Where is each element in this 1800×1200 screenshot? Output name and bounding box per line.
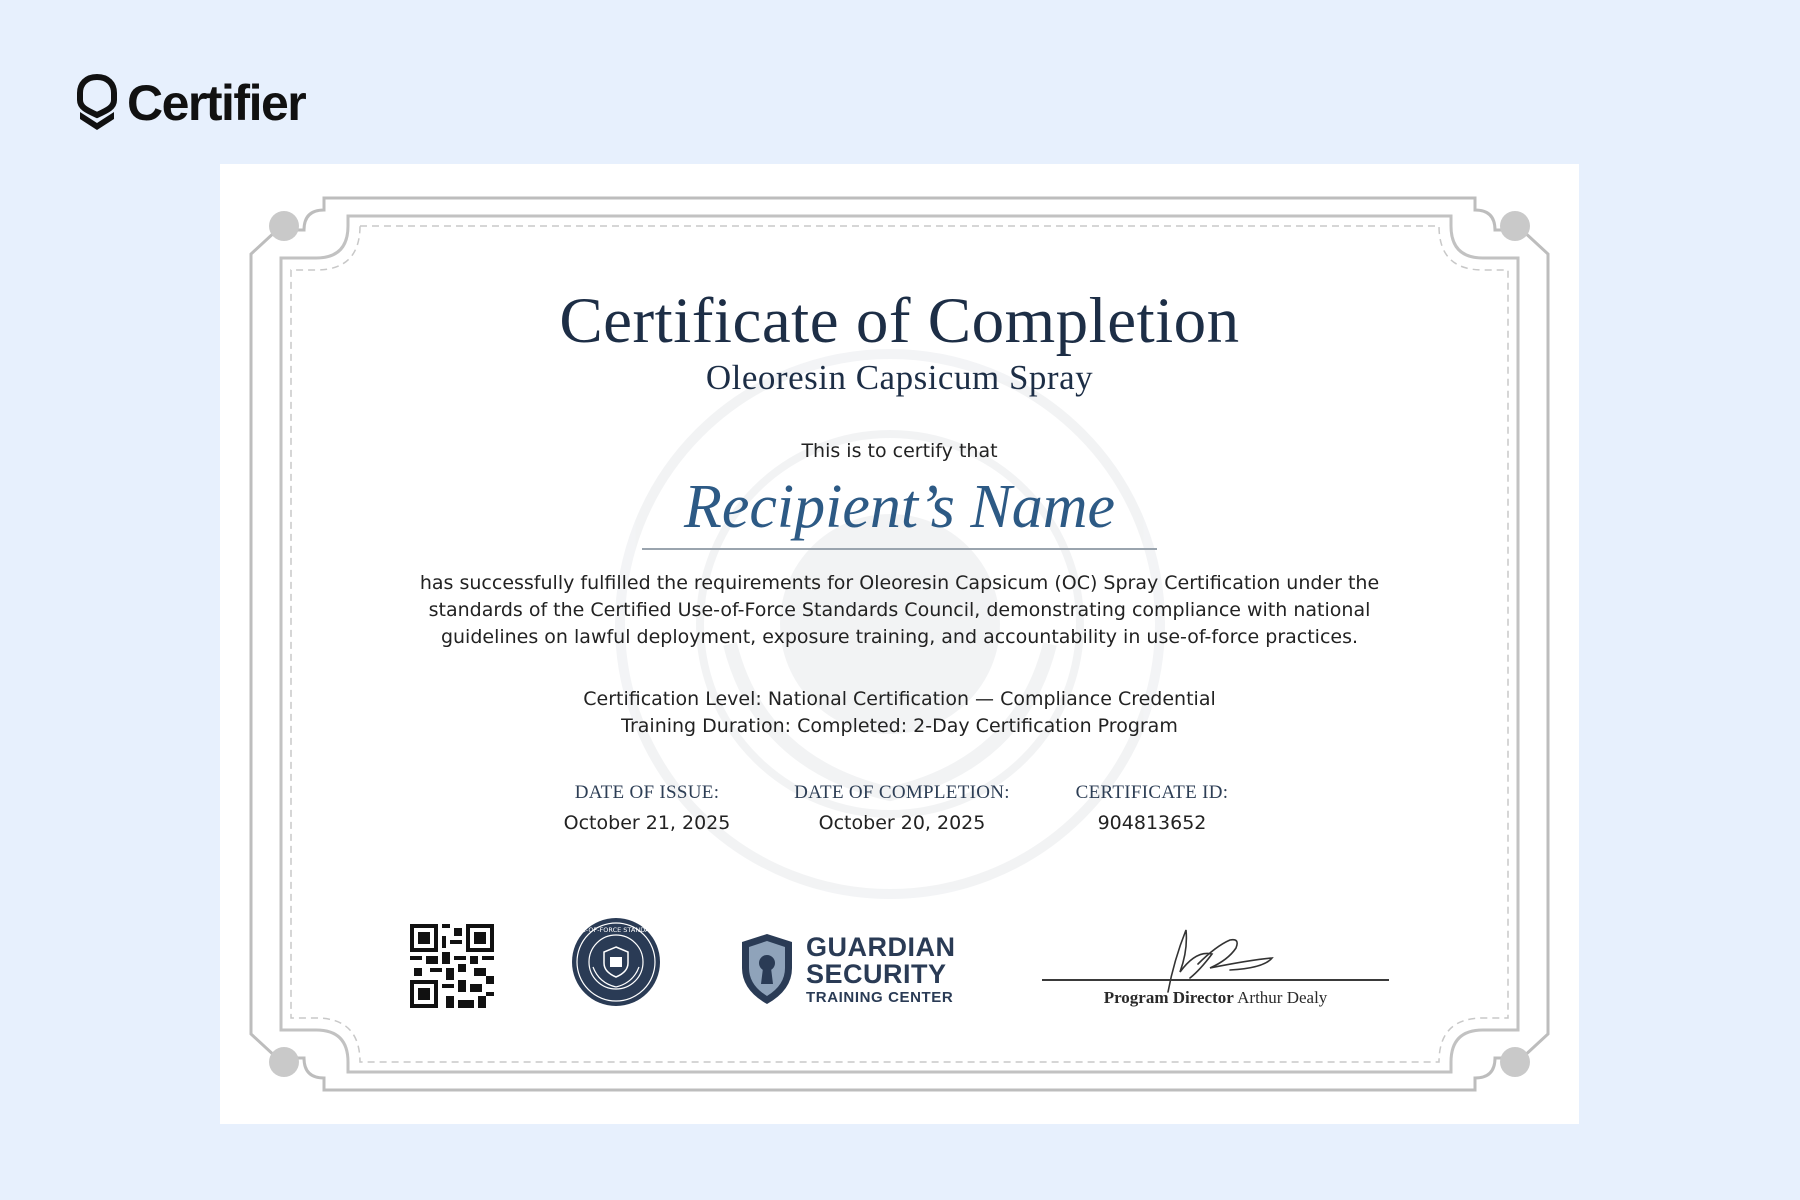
certificate-title: Certificate of Completion <box>559 285 1240 357</box>
certifier-brand <box>75 74 305 132</box>
signature-line <box>1042 979 1389 981</box>
date-of-completion-value: October 20, 2025 <box>818 812 986 834</box>
certificate-body: has successfully fulfilled the requirements for Oleoresin Capsicum (OC) Spray Certification under the standards of the Certified Use-of-Force Standards Council, demonstrating compliance with national guidelines on lawful deployment, exposure training, and accountability in use-of-force practices. <box>419 572 1380 648</box>
recipient-underline <box>642 548 1157 550</box>
certificate-id <box>1052 782 1252 834</box>
seal-text: CERTIFIED USE-OF-FORCE STANDARDS COUNCIL <box>537 926 695 934</box>
date-of-completion <box>772 782 1032 834</box>
certify-intro: This is to certify that <box>801 440 998 462</box>
signature-role: Program Director <box>1103 988 1234 1007</box>
certificate-subtitle: Oleoresin Capsicum Spray <box>705 358 1094 397</box>
guardian-line-1: GUARDIAN <box>806 931 956 962</box>
guardian-text <box>806 931 956 1006</box>
recipient-name: Recipient’s Name <box>683 473 1116 541</box>
certificate-id-label: CERTIFICATE ID: <box>1075 782 1229 803</box>
certification-level: Certification Level: National Certification — Compliance Credential <box>583 688 1216 710</box>
certificate-card <box>220 164 1579 1124</box>
certificate-id-value: 904813652 <box>1097 812 1207 834</box>
date-of-issue <box>547 782 747 834</box>
training-duration: Training Duration: Completed: 2-Day Certification Program <box>621 715 1178 737</box>
keyhole-shield-icon <box>740 932 794 1006</box>
certificate-details <box>220 686 1579 740</box>
guardian-line-2: SECURITY <box>806 958 947 989</box>
date-of-issue-value: October 21, 2025 <box>563 812 731 834</box>
date-of-completion-label: DATE OF COMPLETION: <box>794 782 1010 803</box>
certifier-logo-icon <box>75 74 119 132</box>
signature-name: Arthur Dealy <box>1237 988 1328 1007</box>
council-seal-icon <box>537 917 695 1007</box>
guardian-security-logo <box>740 932 956 1006</box>
signature-caption <box>1042 988 1389 1008</box>
brand-name: Certifier <box>127 75 306 131</box>
date-of-issue-label: DATE OF ISSUE: <box>574 782 720 803</box>
qr-code-icon[interactable] <box>410 924 494 1008</box>
guardian-line-3: TRAINING CENTER <box>806 988 954 1006</box>
